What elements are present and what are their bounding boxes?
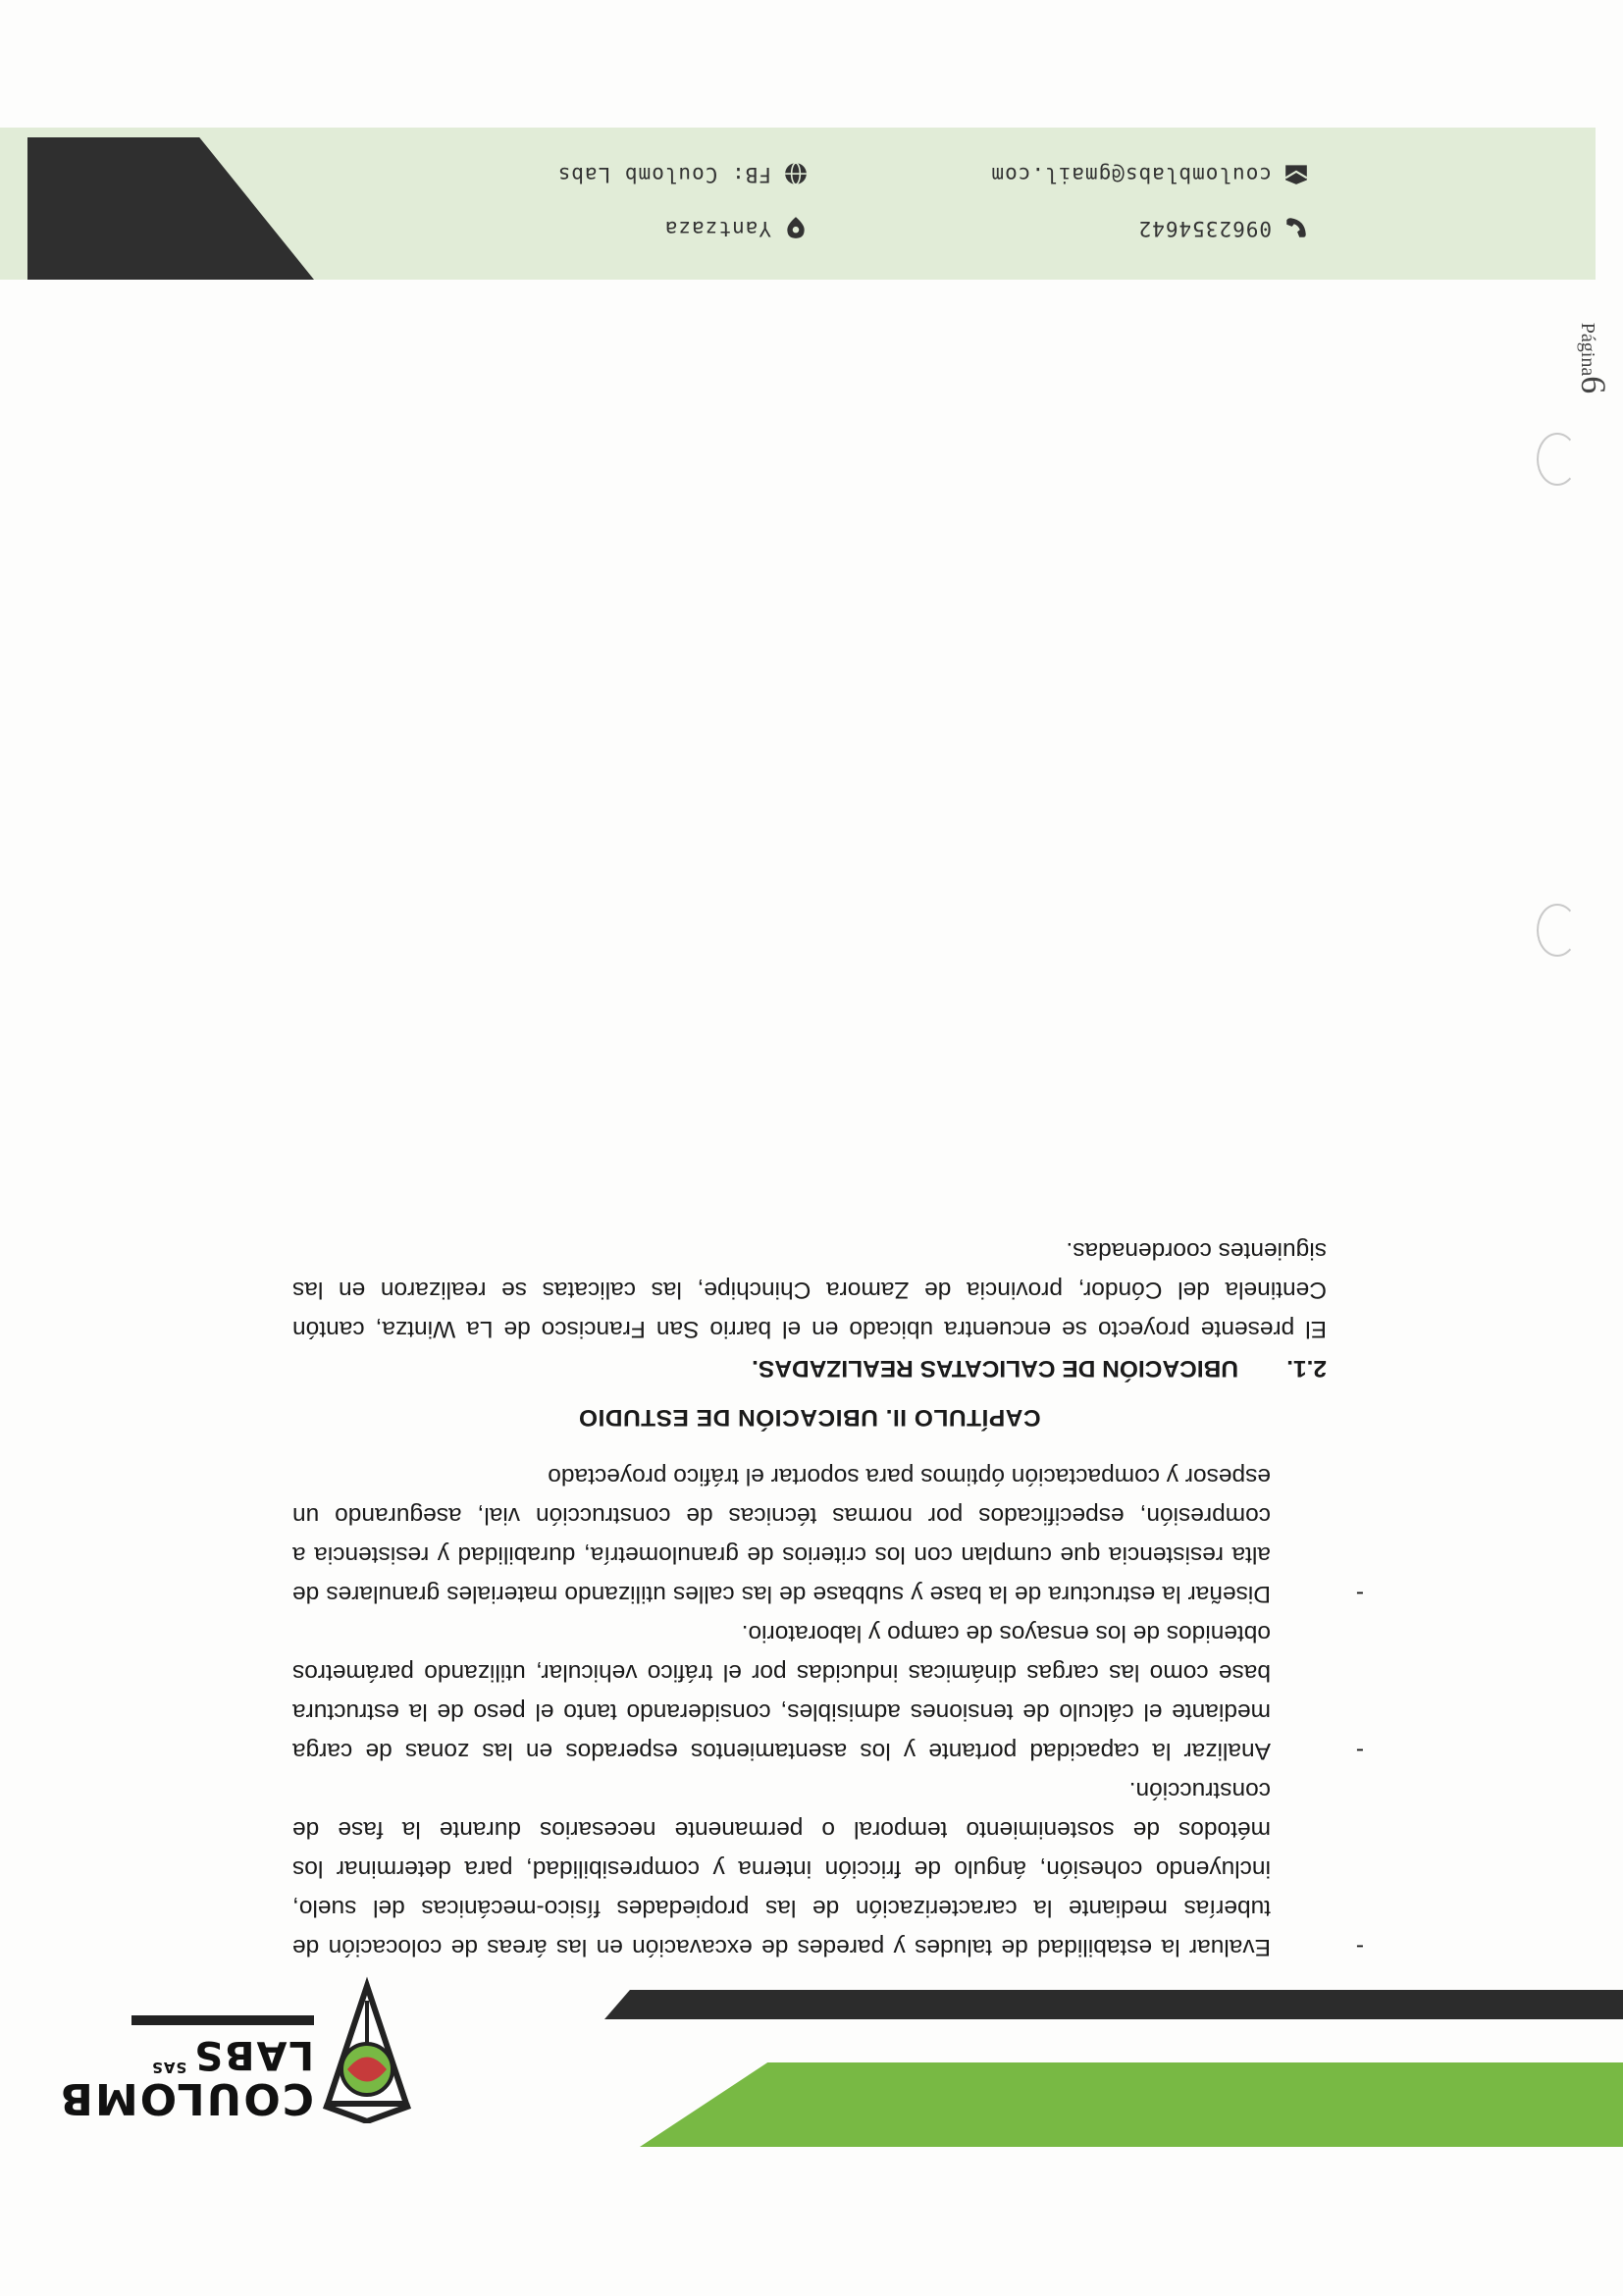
mail-icon [1283, 161, 1309, 186]
location-pin-icon [783, 215, 809, 240]
document-body [292, 1230, 1364, 1966]
company-logo [58, 1964, 416, 2131]
logo-line-2: LABS [192, 2032, 314, 2077]
bullet-text: Evaluar la estabilidad de taludes y paredes de excavación en las áreas de colocación de tuberías mediante la caracterización de las propiedades físico-mecánicas del suelo, incluyendo cohesión, ángulo de fricción interna y compresibilidad, para determinar los métodos de sostenimiento temporal o permanente necesarios durante la fase de construcción. [292, 1777, 1271, 1960]
punch-hole [1537, 904, 1578, 957]
footer-email: coulomblabs@gmail.com [990, 161, 1309, 186]
header-dark-band [604, 1990, 1623, 2019]
page-number [1564, 289, 1623, 427]
section-number: 2.1. [1286, 1355, 1327, 1382]
logo-wordmark [58, 2015, 314, 2123]
phone-icon [1283, 215, 1309, 240]
bullet-item [292, 1613, 1364, 1770]
section-heading [292, 1348, 1327, 1387]
section-title: UBICACIÓN DE CALICATAS REALIZADAS. [752, 1355, 1238, 1382]
bullet-item [292, 1456, 1364, 1613]
footer-facebook: FB: Coulomb Labs [557, 161, 809, 186]
header-green-band [640, 2062, 1623, 2147]
bullet-text: Analizar la capacidad portante y los asentamientos esperados en las zonas de carga mediante el cálculo de tensiones admisibles, considerando tanto el peso de la estructura base como las cargas dinámicas inducidas por el tráfico vehicular, utilizando parámetros obtenidos de los ensayos de campo y laboratorio. [292, 1620, 1271, 1764]
logo-sas: SAS [151, 2059, 187, 2076]
bullet-marker: - [1355, 1581, 1364, 1607]
bullet-marker: - [1355, 1738, 1364, 1764]
logo-tagline-strip [131, 2015, 314, 2025]
logo-emblem-icon [318, 1976, 416, 2123]
footer-city: Yantzaza [664, 215, 809, 240]
logo-line-1: COULOMB [58, 2073, 314, 2123]
section-paragraph: El presente proyecto se encuentra ubicado en el barrio San Francisco de La Wintza, cantón Centinela del Cóndor, provincia de Zamora Chinchipe, las calicatas se realizaron en las siguientes coordenadas. [292, 1237, 1327, 1342]
globe-icon [783, 161, 809, 186]
bullet-item [292, 1770, 1364, 1966]
bullet-text: Diseñar la estructura de la base y subbase de las calles utilizando materiales granulares de alta resistencia que cumplan con los criterios de granulometría, durabilidad y resistencia a compresión, especificados por normas técnicas de construcción vial, asegurando un espesor y compactación óptimos para soportar el tráfico proyectado [292, 1463, 1271, 1607]
page-number-value: 6 [1574, 376, 1613, 394]
punch-hole [1537, 433, 1578, 486]
chapter-title: CAPÍTULO II. UBICACIÓN DE ESTUDIO [578, 1404, 1041, 1431]
bullet-marker: - [1355, 1934, 1364, 1960]
footer-phone: 0962354642 [1138, 215, 1309, 240]
page-label: Página [1577, 322, 1598, 377]
